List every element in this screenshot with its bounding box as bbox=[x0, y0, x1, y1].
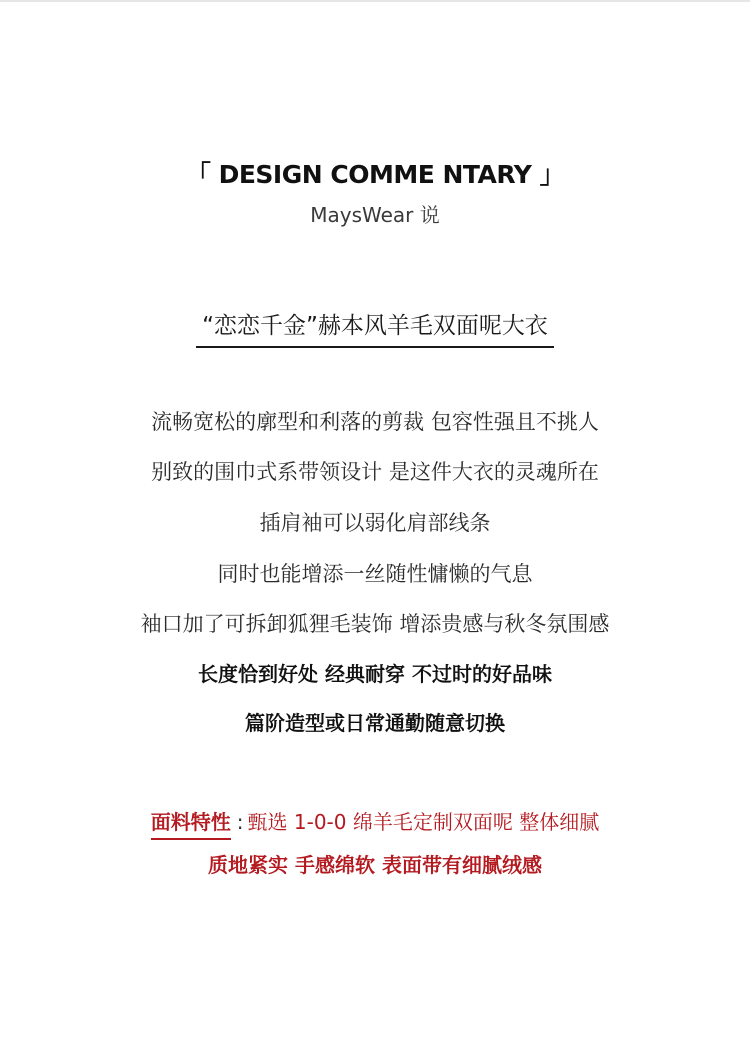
section-subheading: MaysWear 说 bbox=[310, 203, 440, 227]
description-line: 袖口加了可拆卸狐狸毛装饰 增添贵感与秋冬氛围感 bbox=[140, 612, 610, 636]
fabric-text: 甄选 1-0-0 绵羊毛定制双面呢 整体细腻 bbox=[247, 810, 600, 834]
fabric-colon: : bbox=[236, 810, 244, 834]
highlight-line: 长度恰到好处 经典耐穿 不过时的好品味 bbox=[198, 662, 552, 686]
description-line: 插肩袖可以弱化肩部线条 bbox=[259, 511, 491, 535]
fabric-feature-line-2: 质地紧实 手感绵软 表面带有细腻绒感 bbox=[208, 853, 542, 877]
highlight-line: 篇阶造型或日常通勤随意切换 bbox=[245, 711, 505, 735]
product-title-container bbox=[0, 307, 750, 348]
description-line: 同时也能增添一丝随性慵懒的气息 bbox=[217, 562, 533, 586]
description-line: 别致的围巾式系带领设计 是这件大衣的灵魂所在 bbox=[151, 460, 599, 484]
fabric-feature-line bbox=[0, 806, 750, 840]
fabric-label: 面料特性 bbox=[151, 806, 231, 840]
product-title: “恋恋千金”赫本风羊毛双面呢大衣 bbox=[196, 307, 554, 348]
description-line: 流畅宽松的廓型和利落的剪裁 包容性强且不挑人 bbox=[151, 410, 599, 434]
top-divider bbox=[0, 0, 750, 2]
section-heading: 「 DESIGN COMME NTARY 」 bbox=[185, 160, 565, 189]
